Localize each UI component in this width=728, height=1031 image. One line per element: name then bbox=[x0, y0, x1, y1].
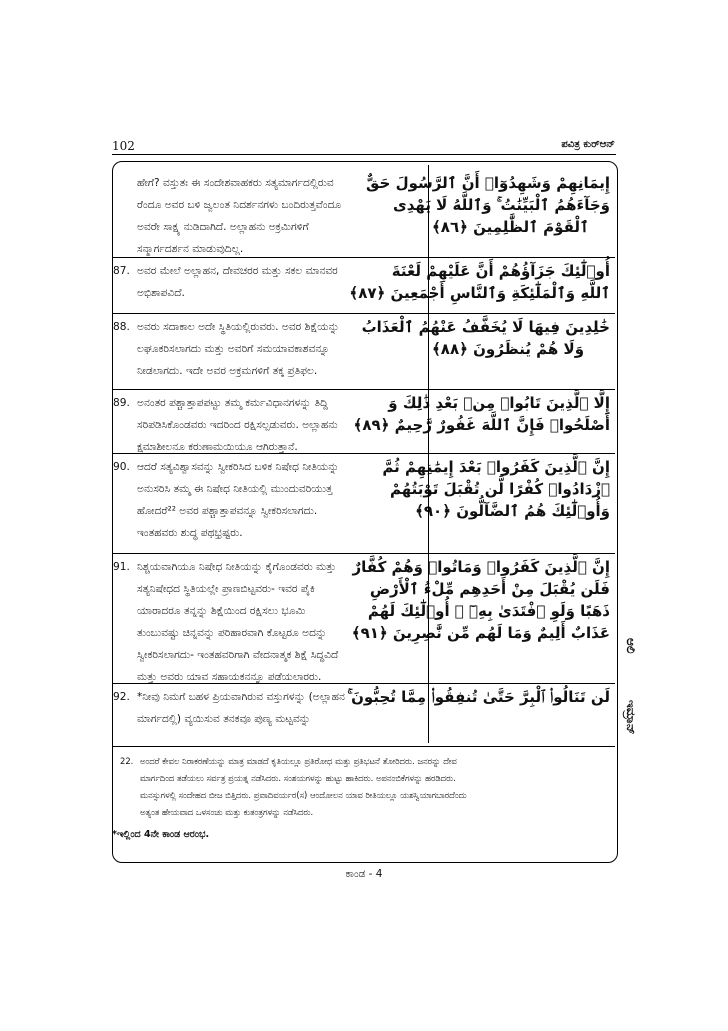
arabic-line: خَٰلِدِينَ فِيهَا لَا يُخَفَّفُ عَنْهُمُ ٱلْعَذَابُ bbox=[361, 318, 610, 336]
footnote-line bbox=[120, 753, 612, 770]
footnote-line: ಮನಸ್ಸುಗಳಲ್ಲಿ ಸಂದೇಹದ ಬೀಜ ಬಿತ್ತಿದರು. ಪ್ರವಾದಿವರ್ಯರ(ಸ) ಆಂದೋಲನ ಯಾವ ರೀತಿಯಲ್ಲೂ ಯಶಸ್ವಿಯಾಗಬಾರದೆಂದು bbox=[140, 790, 467, 800]
arabic-line: لَن تَنَالُوا۟ ٱلْبِرَّ حَتَّىٰ تُنفِقُوا۟ مِمَّا تُحِبُّونَ ۚ bbox=[347, 688, 610, 706]
arabic-verse bbox=[353, 392, 610, 436]
verse-line: ಮತ್ತು ಅವರು ಯಾವ ಸಹಾಯಕನನ್ನೂ ಪಡೆಯಲಾರರು. bbox=[137, 671, 322, 683]
verse-line bbox=[113, 456, 423, 478]
arabic-line: أَصْلَحُوا۟ فَإِنَّ ٱللَّهَ غَفُورٌ رَّحِيمٌ ﴿٨٩﴾ bbox=[353, 416, 610, 434]
verse-line: ಸರಿಪಡಿಸಿಕೊಂಡವರು ಇದರಿಂದ ರಕ್ಷಿಸಲ್ಪಡುವರು. ಅಲ್ಲಾಹನು bbox=[137, 419, 338, 431]
page-number: 102 bbox=[112, 139, 135, 153]
verse-line: ಸತ್ಯನಿಷೇಧದ ಸ್ಥಿತಿಯಲ್ಲೇ ಪ್ರಾಣಬಿಟ್ಟವರು- ಇವರ ಪೈಕಿ bbox=[137, 583, 315, 595]
footnote bbox=[120, 753, 612, 821]
side-mark-surah-top: ಆಲಿ bbox=[624, 638, 638, 654]
verse-separator bbox=[113, 453, 615, 454]
arabic-line: ٱزْدَادُوا۟ كُفْرًا لَّن تُقْبَلَ تَوْبَتُهُمْ bbox=[389, 480, 610, 498]
arabic-verse bbox=[361, 316, 610, 360]
arabic-line: ٱلْقَوْمَ ٱلظَّٰلِمِينَ ﴿٨٦﴾ bbox=[432, 218, 589, 236]
verse-separator bbox=[113, 257, 615, 258]
verse-number: 88. bbox=[113, 321, 130, 333]
verse-text: ಆದರೆ ಸತ್ಯವಿಶ್ವಾಸವನ್ನು ಸ್ವೀಕರಿಸಿದ ಬಳಿಕ ನಿಷೇಧ ನೀತಿಯನ್ನು bbox=[137, 461, 339, 473]
column-divider bbox=[428, 165, 429, 743]
verse-line: ಯಾರಾದರೂ ತನ್ನನ್ನು ಶಿಕ್ಷೆಯಿಂದ ರಕ್ಷಿಸಲು ಭೂಮಿ bbox=[137, 605, 306, 617]
arabic-verse bbox=[366, 172, 610, 238]
verse-line: ಸನ್ಮಾರ್ಗದರ್ಶನ ಮಾಡುವುದಿಲ್ಲ. bbox=[137, 243, 244, 255]
verse-text: ಅವರ ಮೇಲೆ ಅಲ್ಲಾಹನ, ದೇವಚರರ ಮತ್ತು ಸಕಲ ಮಾನವರ bbox=[137, 265, 338, 277]
footnote-separator bbox=[113, 746, 615, 747]
header-rule bbox=[112, 154, 616, 155]
arabic-line: ذَهَبًا وَلَوِ ٱفْتَدَىٰ بِهِۦٓ ۗ أُو۟لَٰٓئِكَ لَهُمْ bbox=[367, 602, 610, 620]
verse-line: ತುಂಬುವಷ್ಟು ಚಿನ್ನವನ್ನು ಪರಿಹಾರವಾಗಿ ಕೊಟ್ಟರೂ ಅದನ್ನು bbox=[137, 627, 327, 639]
verse-line: ಸ್ವೀಕರಿಸಲಾಗದು- ಇಂತಹವರಿಗಾಗಿ ವೇದನಾತ್ಮಕ ಶಿಕ್ಷೆ ಸಿದ್ಧವಿದೆ bbox=[137, 649, 339, 661]
verse-number: 90. bbox=[113, 461, 130, 473]
arabic-verse bbox=[351, 556, 610, 644]
verse-line: ಇಂತಹವರು ಶುದ್ಧ ಪಥಭ್ರಷ್ಟರು. bbox=[137, 527, 243, 539]
verse-number: 92. bbox=[113, 691, 130, 703]
arabic-line: ٱللَّهِ وَٱلْمَلَٰٓئِكَةِ وَٱلنَّاسِ أَجْمَعِينَ ﴿٨٧﴾ bbox=[349, 284, 610, 302]
verse-line: ಅನುಸರಿಸಿ ತಮ್ಮ ಈ ನಿಷೇಧ ನೀತಿಯಲ್ಲಿ ಮುಂದುವರಿಯುತ್ತ bbox=[137, 483, 333, 495]
verse-separator bbox=[113, 313, 615, 314]
verse-line: ಲಘೂಕರಿಸಲಾಗದು ಮತ್ತು ಅವರಿಗೆ ಸಮಯಾವಕಾಶವನ್ನೂ bbox=[137, 343, 330, 355]
verse-line: ಮಾರ್ಗದಲ್ಲಿ) ವ್ಯಯಿಸುವ ತನಕವೂ ಪುಣ್ಯ ಮಟ್ಟವನ್ನು bbox=[137, 713, 311, 725]
arabic-line: وَجَآءَهُمُ ٱلْبَيِّنَٰتُ ۚ وَٱللَّهُ لَا يَهْدِى bbox=[393, 196, 610, 214]
verse-line: ನೀಡಲಾಗದು. ಇದೇ ಅವರ ಅಕ್ರಮಗಳಿಗೆ ತಕ್ಕ ಪ್ರತಿಫಲ. bbox=[137, 365, 318, 377]
verse-separator bbox=[113, 683, 615, 684]
footnote-line: ಮಾರ್ಗದಿಂದ ತಡೆಯಲು ಸರ್ವತ್ರ ಪ್ರಯತ್ನ ನಡೆಸಿದರು. ಸಂಶಯಗಳನ್ನು ಹುಟ್ಟು ಹಾಕಿದರು. ಅಪನಂಬಿಕೆಗಳನ್ನು ಹರಡಿದರು. bbox=[140, 773, 456, 783]
verse-separator bbox=[113, 389, 615, 390]
verse-line: ಅಭಿಶಾಪವಿದೆ. bbox=[137, 287, 185, 299]
arabic-line: أُو۟لَٰٓئِكَ جَزَآؤُهُمْ أَنَّ عَلَيْهِمْ لَعْنَةَ bbox=[391, 262, 610, 280]
arabic-verse bbox=[382, 456, 610, 522]
arabic-line: إِنَّ ٱلَّذِينَ كَفَرُوا۟ وَمَاتُوا۟ وَهُمْ كُفَّارٌ bbox=[352, 558, 610, 576]
juz-start-note: *ಇಲ್ಲಿಂದ 4ನೇ ಕಾಂಡ ಆರಂಭ. bbox=[112, 829, 210, 840]
arabic-line: إِيمَانِهِمْ وَشَهِدُوٓا۟ أَنَّ ٱلرَّسُولَ حَقٌّ bbox=[366, 174, 610, 192]
verse-text: ಹೇಗೆ? ವಸ್ತುತಃ ಈ ಸಂದೇಶವಾಹಕರು ಸತ್ಯಮಾರ್ಗದಲ್ಲಿರುವ bbox=[137, 177, 334, 189]
verse-number: 91. bbox=[113, 561, 130, 573]
arabic-line: عَذَابٌ أَلِيمٌ وَمَا لَهُم مِّن نَّٰصِرِينَ ﴿٩١﴾ bbox=[351, 624, 610, 642]
verse-text: ಅವರು ಸದಾಕಾಲ ಅದೇ ಸ್ಥಿತಿಯಲ್ಲಿರುವರು. ಅವರ ಶಿಕ್ಷೆಯನ್ನು bbox=[137, 321, 340, 333]
arabic-verse bbox=[347, 686, 610, 708]
verse-line bbox=[113, 260, 423, 282]
arabic-line: فَلَن يُقْبَلَ مِنْ أَحَدِهِم مِّلْءُ ٱلْأَرْضِ bbox=[369, 580, 610, 598]
verse-text: ಅನಂತರ ಪಶ್ಚಾತ್ತಾಪಪಟ್ಟು ತಮ್ಮ ಕರ್ಮವಿಧಾನಗಳನ್ನು ತಿದ್ದಿ bbox=[137, 397, 328, 409]
page-footer: ಕಾಂಡ - 4 bbox=[345, 868, 383, 880]
verse-text: ನಿಶ್ಚಯವಾಗಿಯೂ ನಿಷೇಧ ನೀತಿಯನ್ನು ಕೈಗೊಂಡವರು ಮತ್ತು bbox=[137, 561, 337, 573]
verse-line: ಅವರೇ ಸಾಕ್ಷ್ಯ ನುಡಿದಾಗಿದೆ. ಅಲ್ಲಾಹನು ಅಕ್ರಮಿಗಳಿಗೆ bbox=[137, 221, 309, 233]
arabic-line: إِلَّا ٱلَّذِينَ تَابُوا۟ مِنۢ بَعْدِ ذَٰلِكَ وَ bbox=[388, 394, 610, 412]
arabic-verse bbox=[349, 260, 610, 304]
verse-line: ಕ್ಷಮಾಶೀಲನೂ ಕರುಣಾಮಯಿಯೂ ಆಗಿರುತ್ತಾನೆ. bbox=[137, 441, 298, 453]
footnote-line: ಅತ್ಯಂತ ಹೇಯವಾದ ಒಳಸಂಚು ಮತ್ತು ಕುತಂತ್ರಗಳನ್ನು ನಡೆಸಿದರು. bbox=[140, 807, 314, 817]
arabic-line: إِنَّ ٱلَّذِينَ كَفَرُوا۟ بَعْدَ إِيمَٰنِهِمْ ثُمَّ bbox=[382, 458, 610, 476]
footnote-text: ಅಂದರೆ ಕೇವಲ ನಿರಾಕರಣೆಯನ್ನು ಮಾತ್ರ ಮಾಡದೆ ಕೃತಿಯಲ್ಲೂ ಪ್ರತಿರೋಧ ಮತ್ತು ಪ್ರತಿಭಟನೆ ತೋರಿದರು. ಜನರನ್ನು ದೇವ bbox=[140, 756, 457, 766]
verse-line: ರೆಂದೂ ಅವರ ಬಳಿ ಜ್ವಲಂತ ನಿದರ್ಶನಗಳು ಬಂದಿರುತ್ತವೆಂದೂ bbox=[137, 199, 342, 211]
verse-text: *ನೀವು ನಿಮಗೆ ಬಹಳ ಪ್ರಿಯವಾಗಿರುವ ವಸ್ತುಗಳನ್ನು (ಅಲ್ಲಾಹನ bbox=[137, 691, 345, 703]
verse-number: 89. bbox=[113, 397, 130, 409]
verse-number: 87. bbox=[113, 265, 130, 277]
verse-line bbox=[113, 392, 423, 414]
footnote-number: 22. bbox=[120, 756, 134, 766]
arabic-line: وَلَا هُمْ يُنظَرُونَ ﴿٨٨﴾ bbox=[432, 340, 585, 358]
verse-number bbox=[113, 172, 137, 194]
side-mark-surah-bottom: ಇಮ್ರಾನ್ bbox=[624, 700, 638, 735]
arabic-line: وَأُو۟لَٰٓئِكَ هُمُ ٱلضَّآلُّونَ ﴿٩٠﴾ bbox=[415, 502, 610, 520]
verse-line: ಹೋದರೆ²² ಅವರ ಪಶ್ಚಾತ್ತಾಪವನ್ನೂ ಸ್ವೀಕರಿಸಲಾಗದು. bbox=[137, 505, 318, 517]
verse-separator bbox=[113, 553, 615, 554]
verse-translation bbox=[113, 456, 423, 544]
running-title: ಪವಿತ್ರ ಕುರ್‌ಆನ್ bbox=[561, 139, 615, 150]
